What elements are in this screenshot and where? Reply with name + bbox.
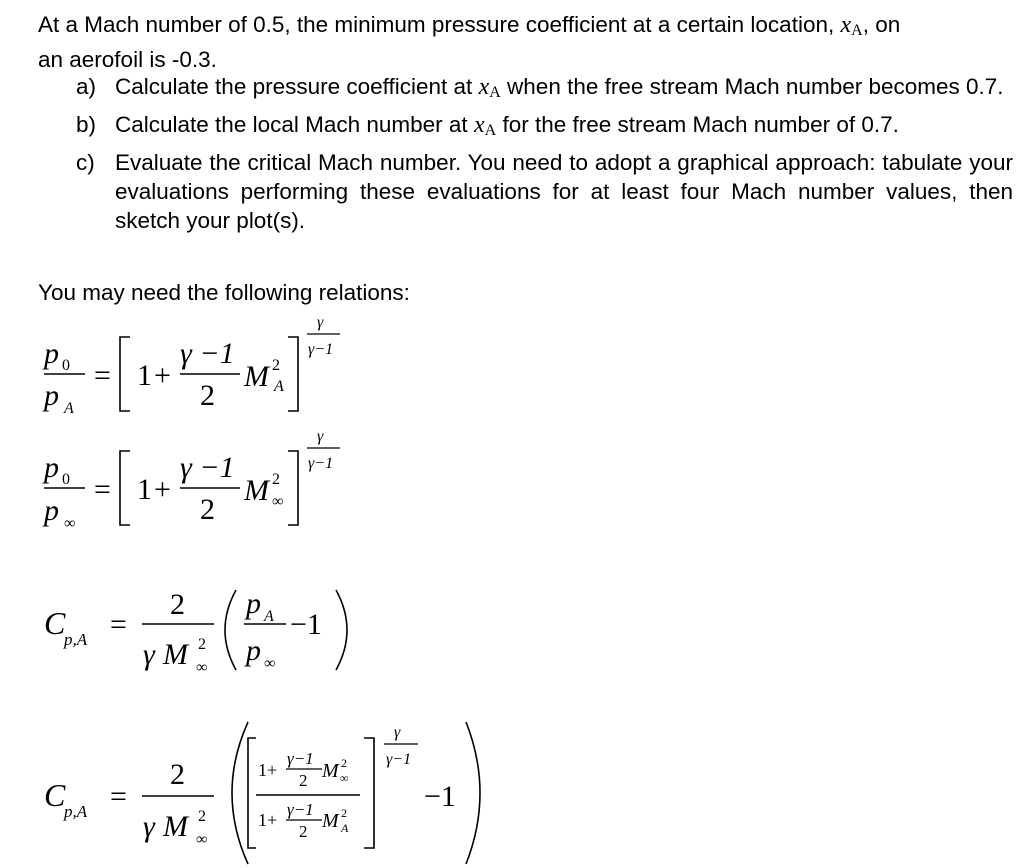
intro-line-1 — [38, 10, 1013, 45]
question-b — [76, 110, 1013, 145]
eq4-inner-sup-den: 2 — [341, 806, 347, 820]
eq2-plus: + — [154, 473, 171, 506]
eq4-inner-sup-num: 2 — [341, 756, 347, 770]
eq1-gm1: γ −1 — [180, 337, 235, 370]
eq3-cp: C — [44, 605, 66, 641]
location-symbol — [479, 74, 501, 100]
location-symbol-sub: A — [851, 22, 863, 39]
question-text: Evaluate the critical Mach number. You need to adopt a graphical approach: tabulate your evaluations performing these evaluations for at least four Mach number values, then sketch your plot(s). — [115, 150, 1013, 233]
eq3-p-num: p — [246, 587, 261, 620]
eq2-lhs-num-sub: 0 — [62, 471, 70, 488]
problem-intro — [38, 10, 1013, 74]
location-symbol — [474, 112, 496, 138]
eq3-minus-one: −1 — [290, 608, 322, 641]
location-symbol-sub: A — [489, 84, 501, 101]
eq4-paren-left — [232, 722, 248, 864]
eq4-inner-one-num: 1+ — [258, 760, 278, 780]
eq4-gamma: γ — [143, 810, 155, 843]
question-text-b: when the free stream Mach number becomes 0.7. — [507, 74, 1004, 99]
eq3-mach-sub: ∞ — [196, 659, 208, 676]
eq2-lhs-den-sub: ∞ — [64, 515, 76, 532]
question-label: c) — [76, 150, 95, 175]
eq4-exp-den: γ−1 — [386, 751, 412, 768]
question-a — [76, 72, 1013, 107]
eq4-inner-two-num: 2 — [299, 771, 308, 790]
intro-text-b: , on — [862, 12, 901, 37]
question-line — [115, 112, 899, 137]
eq2-one: 1 — [137, 473, 152, 506]
eq4-exp-num: γ — [394, 724, 401, 741]
intro-line-2: an aerofoil is -0.3. — [38, 47, 217, 72]
eq1-lhs-den: p — [44, 379, 59, 412]
eq1-mach-sub: A — [274, 378, 284, 395]
eq2-exp-num: γ — [317, 428, 324, 445]
question-list — [76, 72, 1013, 238]
eq1-exp-den: γ−1 — [308, 341, 334, 358]
eq3-two: 2 — [170, 588, 185, 621]
location-symbol-x: x — [473, 112, 485, 138]
question-text — [115, 72, 1013, 107]
eq3-equals: = — [110, 608, 127, 641]
eq4-inner-gm1-num: γ−1 — [287, 749, 314, 768]
location-symbol-sub: A — [484, 122, 497, 139]
location-symbol — [841, 12, 863, 38]
eq4-mach-sup: 2 — [198, 808, 206, 825]
eq4-mach-sub: ∞ — [196, 831, 208, 848]
eq4-inner-two-den: 2 — [299, 822, 308, 841]
eq4-bracket-left — [248, 738, 256, 848]
question-text — [115, 110, 1013, 145]
eq1-lhs-num-sub: 0 — [62, 357, 70, 374]
question-label: b) — [76, 112, 97, 137]
eq4-paren-right — [466, 722, 480, 864]
eq4-inner-gm1-den: γ−1 — [287, 800, 314, 819]
question-label: a) — [76, 74, 97, 99]
eq4-bracket-right — [364, 738, 374, 848]
location-symbol-x: x — [478, 74, 490, 100]
eq1-plus: + — [154, 359, 171, 392]
eq4-mach: M — [163, 810, 188, 843]
eq3-p-den-sub: ∞ — [264, 655, 276, 672]
relations-heading: You may need the following relations: — [38, 280, 410, 305]
eq4-inner-one-den: 1+ — [258, 810, 278, 830]
eq2-mach: M — [244, 474, 269, 507]
eq3-paren-left — [225, 590, 236, 670]
question-text-a: Calculate the pressure coefficient at — [115, 74, 473, 99]
eq1-mach: M — [244, 360, 269, 393]
question-c — [76, 148, 1013, 235]
eq3-p-den: p — [246, 634, 261, 667]
eq3-mach: M — [163, 638, 188, 671]
location-symbol-x: x — [840, 12, 852, 38]
eq1-two: 2 — [200, 379, 215, 412]
eq3-gamma: γ — [143, 638, 155, 671]
eq1-exp-num: γ — [317, 314, 324, 331]
eq2-bracket-left — [120, 451, 130, 525]
eq3-p-num-sub: A — [264, 608, 274, 625]
eq1-mach-sup: 2 — [272, 357, 280, 374]
eq2-mach-sup: 2 — [272, 471, 280, 488]
eq2-exp-den: γ−1 — [308, 455, 334, 472]
eq4-inner-sub-num: ∞ — [340, 771, 349, 785]
eq2-bracket-right — [288, 451, 298, 525]
eq2-lhs-num: p — [44, 451, 59, 484]
eq1-one: 1 — [137, 359, 152, 392]
eq1-equals: = — [94, 359, 111, 392]
eq1-bracket-left — [120, 337, 130, 411]
eq4-equals: = — [110, 780, 127, 813]
eq1-lhs-den-sub: A — [64, 400, 74, 417]
eq3-cp-sub: p,A — [64, 630, 88, 649]
eq4-cp-sub: p,A — [64, 802, 88, 821]
question-text-b: for the free stream Mach number of 0.7. — [502, 112, 899, 137]
eq1-bracket-right — [288, 337, 298, 411]
question-text-a: Calculate the local Mach number at — [115, 112, 468, 137]
eq4-two: 2 — [170, 758, 185, 791]
intro-text-a: At a Mach number of 0.5, the minimum pressure coefficient at a certain location, — [38, 12, 835, 37]
eq4-inner-sub-den: A — [341, 821, 349, 835]
eq2-mach-sub: ∞ — [272, 493, 284, 510]
eq3-paren-right — [336, 590, 347, 670]
eq2-two: 2 — [200, 493, 215, 526]
eq3-mach-sup: 2 — [198, 636, 206, 653]
eq1-lhs-num: p — [44, 337, 59, 370]
eq4-cp: C — [44, 777, 66, 813]
eq2-equals: = — [94, 473, 111, 506]
eq2-lhs-den: p — [44, 494, 59, 527]
eq4-inner-mach-num: M — [322, 760, 339, 782]
eq4-minus-one: −1 — [424, 780, 456, 813]
eq4-inner-mach-den: M — [322, 810, 339, 832]
eq2-gm1: γ −1 — [180, 451, 235, 484]
